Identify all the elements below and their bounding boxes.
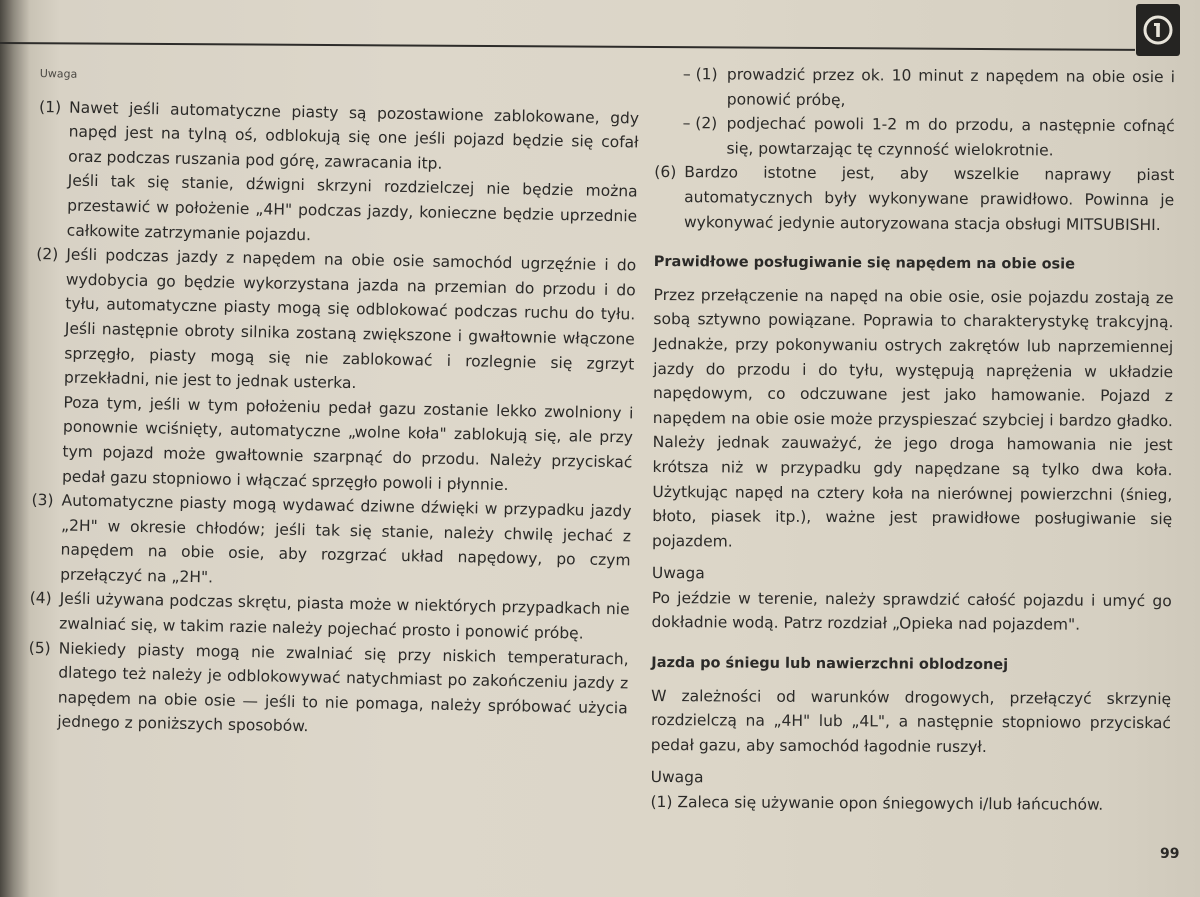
page-number: 99 bbox=[1160, 846, 1180, 862]
section-text-4wd: Przez przełączenie na napęd na obie osie, osie pojazdu zostają ze sobą sztywno powiązane. Poprawia to charakterystykę trakcyjną. Jednakże, przy pokonywaniu ostrych zakrętów lub naprzemiennej jazdy do przodu i do tyłu, występują naprężenia w układzie napędowym, co odczuwane jest jako hamowanie. Pojazd z napędem na obie osie może przyspieszać szybciej i bardzo gładko. Należy jednak zauważyć, że jego droga hamowania nie jest krótsza niż w przypadku gdy napędzane są tylko dwa koła. Użytkując napęd na cztery koła na nierównej powierzchni (śnieg, błoto, piasek itp.), ważne jest prawidłowe posługiwanie się pojazdem. bbox=[652, 285, 1174, 551]
note-item-2-continuation: Poza tym, jeśli w tym położeniu pedał gazu zostanie lekko zwolniony i ponownie wciśnięty, automatyczne „wolne koła" zablokują się, ale przy tym pojazd może gwałtownie szarpnąć do przodu. Należy przyciskać pedał gazu stopniowo i włączać sprzęgło powoli i płynnie. bbox=[61, 393, 634, 494]
section-text-snow: W zależności od warunków drogowych, przełączyć skrzynię rozdzielczą na „4H" lub „4L", a następnie stopniowo przyciskać pedał gazu, aby samochód łagodnie ruszył. bbox=[650, 686, 1172, 756]
item-text: Nawet jeśli automatyczne piasty są pozostawione zablokowane, gdy napęd jest na tylną oś, odblokują się one jeśli pojazd będzie się cofał oraz podczas ruszania pod górę, zawracania itp. bbox=[68, 98, 640, 173]
method-item-1 bbox=[683, 62, 1175, 114]
item-text: Bardzo istotne jest, aby wszelkie naprawy piast automatycznych były wykonywane prawidłowo. Powinna je wykonywać jedynie autoryzowana stacja obsługi MITSUBISHI. bbox=[683, 163, 1175, 234]
item-number: (6) bbox=[654, 163, 677, 182]
item-number: (1) bbox=[38, 97, 62, 117]
note-item-6 bbox=[654, 160, 1174, 237]
info-circle-icon bbox=[1141, 13, 1175, 47]
item-text: Jeśli używana podczas skrętu, piasta może w niektórych przypadkach nie zwalniać się, w takim razie należy pojechać prosto i ponowić próbę. bbox=[59, 589, 630, 643]
item-number: (2) bbox=[36, 245, 59, 264]
left-column bbox=[27, 62, 640, 745]
note-item-1 bbox=[38, 95, 639, 180]
note-item-2 bbox=[34, 242, 637, 401]
note-item-1-continuation: Jeśli tak się stanie, dźwigni skrzyni rozdzielczej nie będzie można przestawić w położenie „4H" podczas jazdy, konieczne będzie uprzednie całkowite zatrzymanie pojazdu. bbox=[66, 171, 638, 244]
note-text: Po jeździe w terenie, należy sprawdzić całość pojazdu i umyć go dokładnie wodą. Patrz rozdział „Opieka nad pojazdem". bbox=[651, 588, 1172, 635]
item-text: Automatyczne piasty mogą wydawać dziwne dźwięki w przypadku jazdy „2H" w okresie chłodów; jeśli tak się stanie, należy chwilę jechać z napędem na obie osie, aby rozgrzać układ napędowy, po czym przełączyć na „2H". bbox=[59, 491, 632, 587]
item-number: – (2) bbox=[682, 114, 718, 133]
item-text: Jeśli podczas jazdy z napędem na obie osie samochód ugrzęźnie i do wydobycia go będzie wykorzystana jazda na przemian do przodu i do tyłu, automatyczne piasty mogą się odblokować podczas ruchu do tyłu. Jeśli następnie obroty silnika zostaną zwiększone i gwałtownie włączone sprzęgło, piasty mogą się nie zablokować i rozlegnie się zgrzyt przekładni, nie jest to jednak usterka. bbox=[63, 245, 637, 393]
item-number: – (1) bbox=[682, 65, 718, 84]
method-item-2 bbox=[682, 111, 1174, 163]
item-number: (3) bbox=[31, 491, 54, 510]
note-item-snow-1: (1) Zaleca się używanie opon śniegowych i/lub łańcuchów. bbox=[650, 793, 1104, 814]
item-text: prowadzić przez ok. 10 minut z napędem na obie osie i ponowić próbę, bbox=[726, 65, 1175, 109]
section-title-snow: Jazda po śniegu lub nawierzchni oblodzonej bbox=[651, 655, 1009, 674]
note-label: Uwaga bbox=[651, 564, 705, 583]
item-text: Niekiedy piasty mogą nie zwalniać się przy niskich temperaturach, dlatego też należy je odblokowywać natychmiast po zakończeniu jazdy z napędem na obie osie — jeśli to nie pomaga, należy spróbować użycia jednego z poniższych sposobów. bbox=[57, 639, 629, 736]
chapter-emblem bbox=[1136, 4, 1180, 56]
note-item-3 bbox=[30, 488, 632, 598]
note-label: Uwaga bbox=[650, 768, 704, 787]
section-title-4wd: Prawidłowe posługiwanie się napędem na obie osie bbox=[653, 254, 1076, 273]
item-text: podjechać powoli 1-2 m do przodu, a następnie cofnąć się, powtarzając tę czynność wielokrotnie. bbox=[726, 114, 1175, 160]
item-number: (4) bbox=[29, 589, 52, 608]
left-note-heading: Uwaga bbox=[39, 66, 78, 81]
header-rule bbox=[0, 0, 1135, 51]
item-number: (5) bbox=[28, 638, 51, 657]
note-item-5 bbox=[27, 636, 629, 746]
right-column bbox=[650, 62, 1175, 818]
